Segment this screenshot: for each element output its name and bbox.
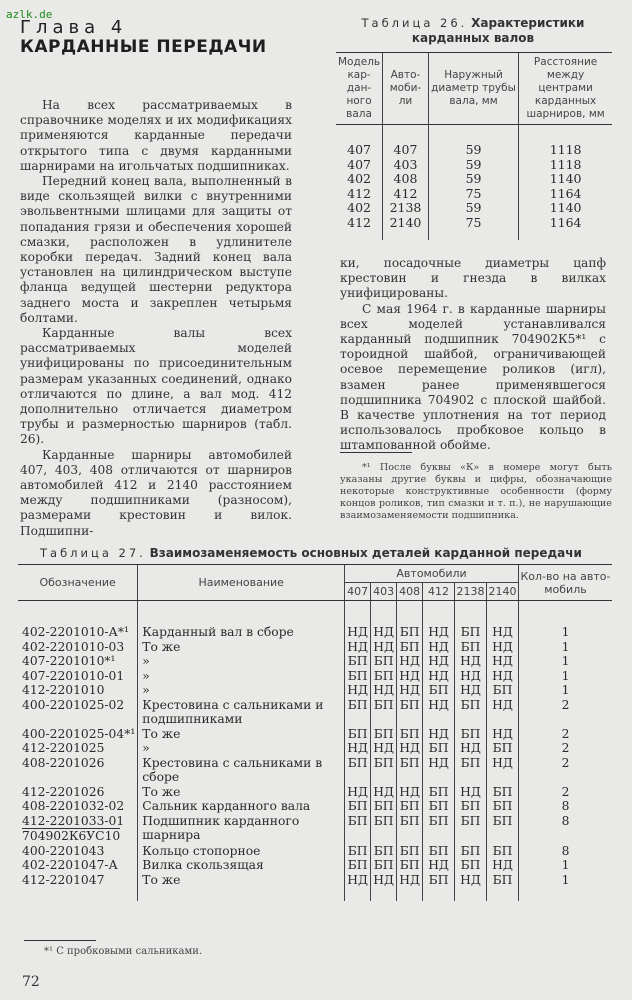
page-number: 72 (22, 974, 40, 990)
t27-header-car: 412 (423, 583, 455, 601)
interchangeability-cell: НД (487, 640, 519, 655)
interchangeability-cell: БП (487, 844, 519, 859)
part-code: 400-2201025-02 (22, 697, 125, 712)
interchangeability-cell: БП (397, 727, 423, 742)
interchangeability-cell: НД (345, 785, 371, 800)
cell: 1140 (519, 172, 612, 187)
part-code: 408-2201032-02 (22, 799, 125, 813)
table-row (336, 187, 612, 202)
watermark: azlk.de (6, 8, 53, 21)
part-name: Карданный вал в сборе (138, 601, 345, 640)
part-name: Кольцо стопорное (138, 844, 345, 859)
quantity-cell: 1 (518, 683, 612, 698)
cell: 59 (428, 172, 518, 187)
interchangeability-cell: НД (487, 601, 519, 640)
table-row (18, 785, 612, 800)
cell: 412 (347, 185, 371, 201)
cell: 412 (347, 214, 371, 230)
part-name: То же (138, 785, 345, 800)
interchangeability-cell: НД (397, 785, 423, 800)
t27-header-car: 407 (345, 583, 371, 601)
interchangeability-cell: БП (371, 654, 397, 669)
t27-header-car: 2138 (455, 583, 487, 601)
t27-header-cars-group: Автомобили (345, 565, 519, 583)
footnote-text: *¹ После буквы «К» в номере могут быть указаны другие буквы и цифры, обозначающие некоторые конструктивные особенности (форму концов роликов, тип смазки и т. п.), не нарушающие взаимозаменяемости подшипника. (340, 462, 612, 521)
quantity-cell: 8 (518, 814, 612, 844)
part-name: Вилка скользящая (138, 858, 345, 873)
cell: 407 (383, 125, 429, 158)
interchangeability-cell: НД (487, 727, 519, 742)
part-name: Сальник карданного вала (138, 799, 345, 814)
interchangeability-cell: БП (397, 601, 423, 640)
table-row (18, 858, 612, 873)
cell: 1118 (519, 158, 612, 173)
interchangeability-cell: БП (423, 844, 455, 859)
part-code: 412-2201026 (22, 784, 105, 799)
interchangeability-cell: БП (487, 814, 519, 844)
interchangeability-cell: БП (345, 698, 371, 727)
cell: 1140 (519, 201, 612, 216)
interchangeability-cell: БП (397, 698, 423, 727)
table-row (18, 814, 612, 844)
cell: 402 (347, 171, 371, 186)
part-code: 407-2201010*¹ (22, 654, 116, 668)
part-code: 400-2201043 (22, 843, 105, 858)
interchangeability-cell: НД (397, 741, 423, 756)
interchangeability-cell: НД (455, 654, 487, 669)
interchangeability-cell: БП (455, 601, 487, 640)
interchangeability-cell: БП (345, 814, 371, 844)
t26-header-diameter: Наружный диаметр трубы вала, мм (428, 53, 518, 125)
quantity-cell: 2 (518, 756, 612, 785)
paragraph: ки, посадочные диаметры цапф крестовин и гнезда в вилках унифицированы. (340, 256, 606, 301)
paragraph: С мая 1964 г. в карданные шарниры всех моделей устанавливался карданный подшипник 704902К5*¹ с тороидной шайбой, ограничивающей осевое перемещение роликов (игл), взамен ранее применявшегося подшипника 704902 с плоской шайбой. В качестве уплотнения на тот период использовалось пробковое кольцо в штампованной обойме. (340, 301, 606, 453)
table-row (18, 654, 612, 669)
interchangeability-cell: БП (345, 756, 371, 785)
table-row (18, 727, 612, 742)
interchangeability-cell: НД (397, 683, 423, 698)
interchangeability-cell: НД (423, 698, 455, 727)
interchangeability-cell: БП (397, 640, 423, 655)
table-row (18, 698, 612, 727)
interchangeability-cell: НД (487, 654, 519, 669)
interchangeability-cell: БП (487, 683, 519, 698)
table26-caption (338, 16, 608, 46)
interchangeability-cell: БП (371, 756, 397, 785)
interchangeability-cell: НД (397, 654, 423, 669)
interchangeability-cell: НД (397, 669, 423, 684)
interchangeability-cell: БП (371, 858, 397, 873)
interchangeability-cell: НД (487, 669, 519, 684)
interchangeability-cell: НД (423, 601, 455, 640)
cell: 402 (347, 200, 371, 215)
interchangeability-cell: БП (423, 741, 455, 756)
cell: 1164 (519, 216, 612, 241)
table-row (336, 125, 612, 158)
interchangeability-cell: НД (345, 741, 371, 756)
interchangeability-cell: НД (455, 669, 487, 684)
part-code: 412-2201010 (22, 683, 105, 697)
part-code: 412-2201033-01 704902К6УС10 (22, 813, 125, 843)
table-row (18, 756, 612, 785)
interchangeability-cell: НД (371, 741, 397, 756)
cell: 75 (428, 187, 518, 202)
interchangeability-cell: НД (345, 683, 371, 698)
interchangeability-cell: БП (423, 799, 455, 814)
part-code: 402-2201047-А (22, 858, 118, 872)
interchangeability-cell: НД (423, 727, 455, 742)
t27-header-code: Обозначение (18, 565, 138, 601)
table27-label: Таблица 27. (40, 546, 146, 560)
paragraph: На всех рассматриваемых в справочнике моделях и их модификациях применяются карданные передачи открытого типа с двумя карданными шарнирами на игольчатых подшипниках. (20, 98, 292, 173)
interchangeability-cell: НД (455, 873, 487, 902)
footnote-cork-seals: *¹ С пробковыми сальниками. (44, 946, 203, 957)
interchangeability-cell: БП (455, 844, 487, 859)
interchangeability-cell: БП (371, 814, 397, 844)
paragraph: Карданные шарниры автомобилей 407, 403, 408 отличаются от шарниров автомобилей 412 и 2140 расстоянием между подшипниками (разносом), размерами крестовин и вилок. Подшипни- (20, 447, 292, 538)
table27-caption (40, 546, 610, 560)
part-name: То же (138, 727, 345, 742)
interchangeability-cell: БП (397, 844, 423, 859)
part-name: Подшипник карданного шарнира (138, 814, 345, 844)
quantity-cell: 2 (518, 727, 612, 742)
t26-header-cars: Авто- моби- ли (383, 53, 429, 125)
interchangeability-cell: БП (455, 756, 487, 785)
interchangeability-cell: БП (371, 799, 397, 814)
quantity-cell: 1 (518, 601, 612, 640)
part-code: 408-2201026 (22, 755, 105, 770)
quantity-cell: 1 (518, 858, 612, 873)
quantity-cell: 1 (518, 669, 612, 684)
part-code: 402-2201010-03 (22, 639, 125, 654)
cell: 1164 (519, 187, 612, 202)
interchangeability-cell: БП (455, 640, 487, 655)
interchangeability-cell: БП (423, 683, 455, 698)
left-text-column (20, 98, 292, 539)
table-row (18, 741, 612, 756)
interchangeability-cell: НД (371, 683, 397, 698)
interchangeability-cell: БП (397, 858, 423, 873)
interchangeability-cell: НД (423, 640, 455, 655)
part-name: Крестовина с сальниками в сборе (138, 756, 345, 785)
interchangeability-cell: БП (423, 785, 455, 800)
interchangeability-cell: БП (345, 669, 371, 684)
interchangeability-cell: БП (345, 654, 371, 669)
paragraph: Карданные валы всех рассматриваемых моделей унифицированы по присоединительным размерам указанных соединений, однако отличаются по длине, а вал мод. 412 дополнительно отличается диаметром трубы и размерностью шарниров (табл. 26). (20, 326, 292, 447)
part-code: 400-2201025-04*¹ (22, 726, 136, 741)
cell: 412 (383, 187, 429, 202)
interchangeability-cell: БП (371, 698, 397, 727)
part-name: То же (138, 873, 345, 902)
table-row (18, 844, 612, 859)
interchangeability-cell: БП (345, 799, 371, 814)
part-name: » (138, 683, 345, 698)
interchangeability-cell: БП (397, 756, 423, 785)
interchangeability-cell: НД (455, 785, 487, 800)
interchangeability-cell: НД (371, 640, 397, 655)
cell: 2140 (383, 216, 429, 241)
cell: 59 (428, 125, 518, 158)
interchangeability-cell: НД (371, 785, 397, 800)
table-row (336, 172, 612, 187)
table26-title: Характеристики карданных валов (411, 16, 585, 45)
table-row (18, 601, 612, 640)
chapter-title: КАРДАННЫЕ ПЕРЕДАЧИ (20, 37, 267, 57)
interchangeability-cell: БП (397, 799, 423, 814)
quantity-cell: 8 (518, 799, 612, 814)
interchangeability-cell: БП (345, 844, 371, 859)
quantity-cell: 2 (518, 698, 612, 727)
table-row (336, 201, 612, 216)
cell: 2138 (383, 201, 429, 216)
interchangeability-cell: БП (487, 741, 519, 756)
chapter-number: Глава 4 (20, 17, 128, 38)
interchangeability-cell: НД (371, 601, 397, 640)
interchangeability-cell: НД (423, 669, 455, 684)
part-code: 407-2201010-01 (22, 668, 125, 683)
cell: 75 (428, 216, 518, 241)
cell: 59 (428, 158, 518, 173)
interchangeability-cell: БП (371, 844, 397, 859)
quantity-cell: 8 (518, 844, 612, 859)
cell: 59 (428, 201, 518, 216)
t27-header-name: Наименование (138, 565, 345, 601)
quantity-cell: 1 (518, 873, 612, 902)
footnote-divider (340, 452, 412, 453)
interchangeability-cell: БП (455, 727, 487, 742)
footnote-divider (24, 940, 96, 941)
interchangeability-cell: БП (345, 727, 371, 742)
interchangeability-cell: БП (371, 669, 397, 684)
table-row (18, 683, 612, 698)
interchangeability-cell: НД (371, 873, 397, 902)
cell: 408 (383, 172, 429, 187)
interchangeability-cell: БП (423, 814, 455, 844)
cell: 403 (383, 158, 429, 173)
table27 (18, 564, 612, 901)
paragraph: Передний конец вала, выполненный в виде скользящей вилки с внутренними эвольвентными шлицами для защиты от попадания грязи и обеспечения хорошей смазки, расположен в удлинителе коробки передач. Задний конец вала установлен на цилиндрическом выступе фланца ведущей шестерни редуктора заднего моста и закреплен четырьмя болтами. (20, 174, 292, 325)
interchangeability-cell: НД (345, 873, 371, 902)
interchangeability-cell: НД (423, 858, 455, 873)
table-row (18, 873, 612, 902)
part-name: » (138, 669, 345, 684)
quantity-cell: 1 (518, 640, 612, 655)
part-code: 412-2201047 (22, 872, 105, 887)
interchangeability-cell: БП (455, 698, 487, 727)
interchangeability-cell: НД (397, 873, 423, 902)
part-name: То же (138, 640, 345, 655)
t27-header-car: 403 (371, 583, 397, 601)
cell: 1118 (519, 125, 612, 158)
part-name: » (138, 654, 345, 669)
right-text-column (340, 256, 606, 454)
footnote-bearing (340, 462, 612, 522)
table26-label: Таблица 26. (361, 16, 468, 30)
interchangeability-cell: НД (455, 741, 487, 756)
quantity-cell: 2 (518, 741, 612, 756)
table-row (336, 216, 612, 241)
part-code: 412-2201025 (22, 741, 105, 755)
interchangeability-cell: БП (455, 858, 487, 873)
interchangeability-cell: НД (345, 601, 371, 640)
cell: 407 (347, 156, 371, 172)
table-row (18, 799, 612, 814)
interchangeability-cell: БП (371, 727, 397, 742)
interchangeability-cell: БП (423, 873, 455, 902)
interchangeability-cell: БП (487, 799, 519, 814)
part-name: Крестовина с сальниками и подшипниками (138, 698, 345, 727)
cell: 407 (347, 142, 371, 157)
t27-header-car: 2140 (487, 583, 519, 601)
interchangeability-cell: НД (487, 698, 519, 727)
part-name: » (138, 741, 345, 756)
interchangeability-cell: НД (345, 640, 371, 655)
table27-title: Взаимозаменяемость основных деталей карданной передачи (149, 546, 582, 560)
interchangeability-cell: БП (455, 799, 487, 814)
t26-header-model: Модель кар- дан- ного вала (336, 53, 383, 125)
interchangeability-cell: БП (397, 814, 423, 844)
table26 (336, 52, 612, 240)
table-row (336, 158, 612, 173)
t27-header-qty: Кол-во на авто- мобиль (518, 565, 612, 601)
t26-header-distance: Расстояние между центрами карданных шарниров, мм (519, 53, 612, 125)
interchangeability-cell: БП (345, 858, 371, 873)
interchangeability-cell: НД (487, 858, 519, 873)
interchangeability-cell: БП (487, 785, 519, 800)
interchangeability-cell: НД (487, 756, 519, 785)
interchangeability-cell: БП (455, 814, 487, 844)
quantity-cell: 2 (518, 785, 612, 800)
interchangeability-cell: БП (487, 873, 519, 902)
table-row (18, 640, 612, 655)
quantity-cell: 1 (518, 654, 612, 669)
table-row (18, 669, 612, 684)
t27-header-car: 408 (397, 583, 423, 601)
part-code: 402-2201010-А*¹ (22, 625, 129, 639)
interchangeability-cell: НД (455, 683, 487, 698)
interchangeability-cell: НД (423, 654, 455, 669)
interchangeability-cell: НД (423, 756, 455, 785)
